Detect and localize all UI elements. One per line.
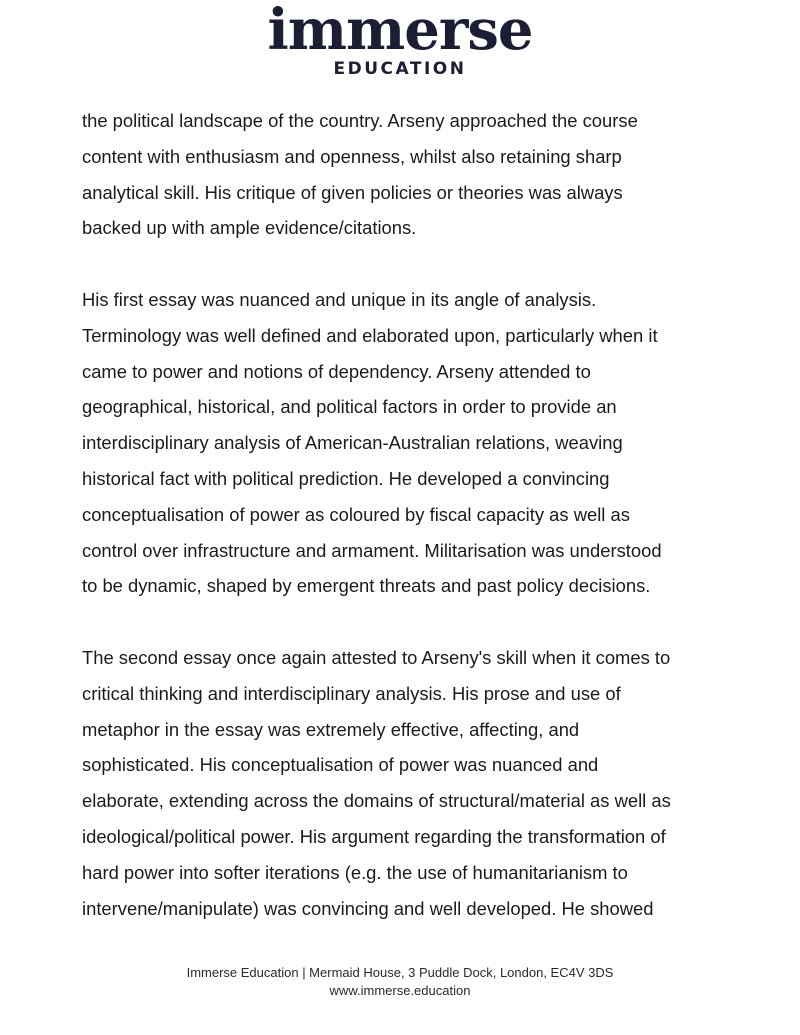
text-line: sophisticated. His conceptualisation of power was nuanced and [82,754,599,776]
footer-address: Immerse Education | Mermaid House, 3 Puddle Dock, London, EC4V 3DS [186,965,614,980]
text-line: critical thinking and interdisciplinary analysis. His prose and use of [82,682,621,704]
report-body [82,103,712,962]
text-line: metaphor in the essay was extremely effective, affecting, and [82,718,580,740]
text-line: hard power into softer iterations (e.g. the use of humanitarianism to [82,861,628,883]
text-line: geographical, historical, and political factors in order to provide an [82,396,617,418]
text-line: The second essay once again attested to Arseny's skill when it comes to [82,646,671,668]
text-line: Terminology was well defined and elaborated upon, particularly when it [82,324,658,346]
text-line: conceptualisation of power as coloured by fiscal capacity as well as [82,503,630,525]
text-line: His first essay was nuanced and unique in its angle of analysis. [82,288,597,310]
text-line: content with enthusiasm and openness, whilst also retaining sharp [82,145,622,167]
paragraph [82,103,712,246]
paragraph [82,282,712,604]
text-line: control over infrastructure and armament. Militarisation was understood [82,539,662,561]
logo-wordmark: immerse [267,0,533,63]
text-line: came to power and notions of dependency. Arseny attended to [82,360,591,382]
text-line: interdisciplinary analysis of American-Australian relations, weaving [82,432,623,454]
text-line: analytical skill. His critique of given policies or theories was always [82,181,623,203]
text-line: to be dynamic, shaped by emergent threats and past policy decisions. [82,575,651,597]
text-line: backed up with ample evidence/citations. [82,217,417,239]
text-line: the political landscape of the country. Arseny approached the course [82,110,638,131]
text-line: elaborate, extending across the domains of structural/material as well as [82,790,671,812]
text-line: ideological/political power. His argument regarding the transformation of [82,825,666,847]
logo-subtitle: EDUCATION [333,59,467,79]
brand-logo [0,0,800,79]
text-line: historical fact with political prediction. He developed a convincing [82,467,610,489]
page-footer [0,964,800,1000]
footer-website: www.immerse.education [329,983,471,998]
text-line: intervene/manipulate) was convincing and well developed. He showed [82,897,654,919]
paragraph [82,640,712,926]
